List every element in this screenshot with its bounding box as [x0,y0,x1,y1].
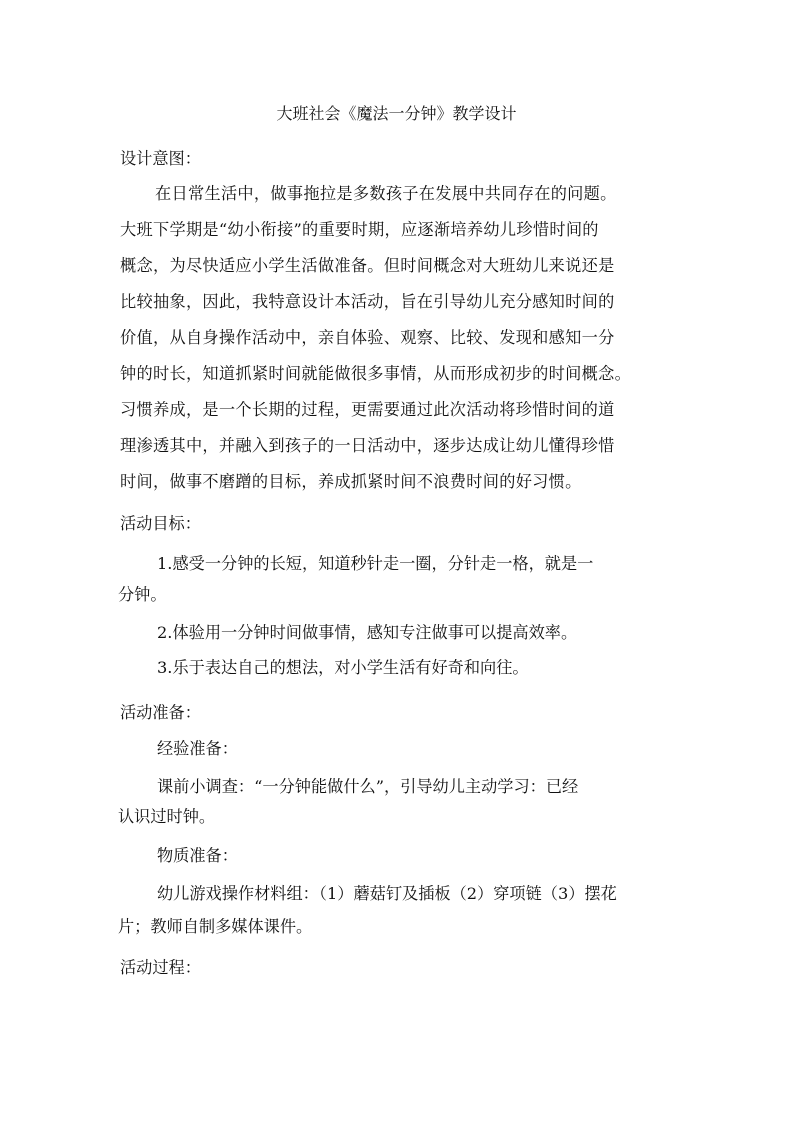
goal-line: 2.体验用一分钟时间做事情，感知专注做事可以提高效率。 [157,623,578,642]
intent-line: 时间，做事不磨蹭的目标，养成抓紧时间不浪费时间的好习惯。 [120,472,582,491]
intent-line: 在日常生活中，做事拖拉是多数孩子在发展中共同存在的问题。 [155,184,617,203]
prep-experience-line: 认识过时钟。 [118,807,216,826]
intent-line: 钟的时长，知道抓紧时间就能做很多事情，从而形成初步的时间概念。 [120,364,632,383]
intent-line: 习惯养成，是一个长期的过程，更需要通过此次活动将珍惜时间的道 [120,400,615,419]
intent-line: 价值，从自身操作活动中，亲自体验、观察、比较、发现和感知一分 [120,328,615,347]
section-heading-goals: 活动目标： [120,514,201,533]
goal-line: 1.感受一分钟的长短，知道秒针走一圈，分针走一格，就是一 [157,554,594,573]
goal-line: 分钟。 [118,585,167,604]
intent-line: 比较抽象，因此，我特意设计本活动，旨在引导幼儿充分感知时间的 [120,292,615,311]
prep-experience-label: 经验准备： [157,739,238,758]
prep-material-label: 物质准备： [157,846,238,865]
section-heading-prep: 活动准备： [120,703,201,722]
goal-line: 3.乐于表达自己的想法，对小学生活有好奇和向往。 [157,658,529,677]
document-title: 大班社会《魔法一分钟》教学设计 [276,104,517,123]
section-heading-process: 活动过程： [120,958,201,977]
intent-line: 概念，为尽快适应小学生活做准备。但时间概念对大班幼儿来说还是 [120,256,615,275]
section-heading-design-intent: 设计意图： [120,149,201,168]
intent-line: 理渗透其中，并融入到孩子的一日活动中，逐步达成让幼儿懂得珍惜 [120,436,615,455]
prep-experience-line: 课前小调查：“一分钟能做什么”，引导幼儿主动学习：已经 [157,777,579,796]
intent-line: 大班下学期是“幼小衔接”的重要时期，应逐渐培养幼儿珍惜时间的 [120,220,599,239]
prep-material-line: 幼儿游戏操作材料组：（1）蘑菇钉及插板（2）穿项链（3）摆花 [157,884,617,903]
prep-material-line: 片；教师自制多媒体课件。 [118,917,313,936]
